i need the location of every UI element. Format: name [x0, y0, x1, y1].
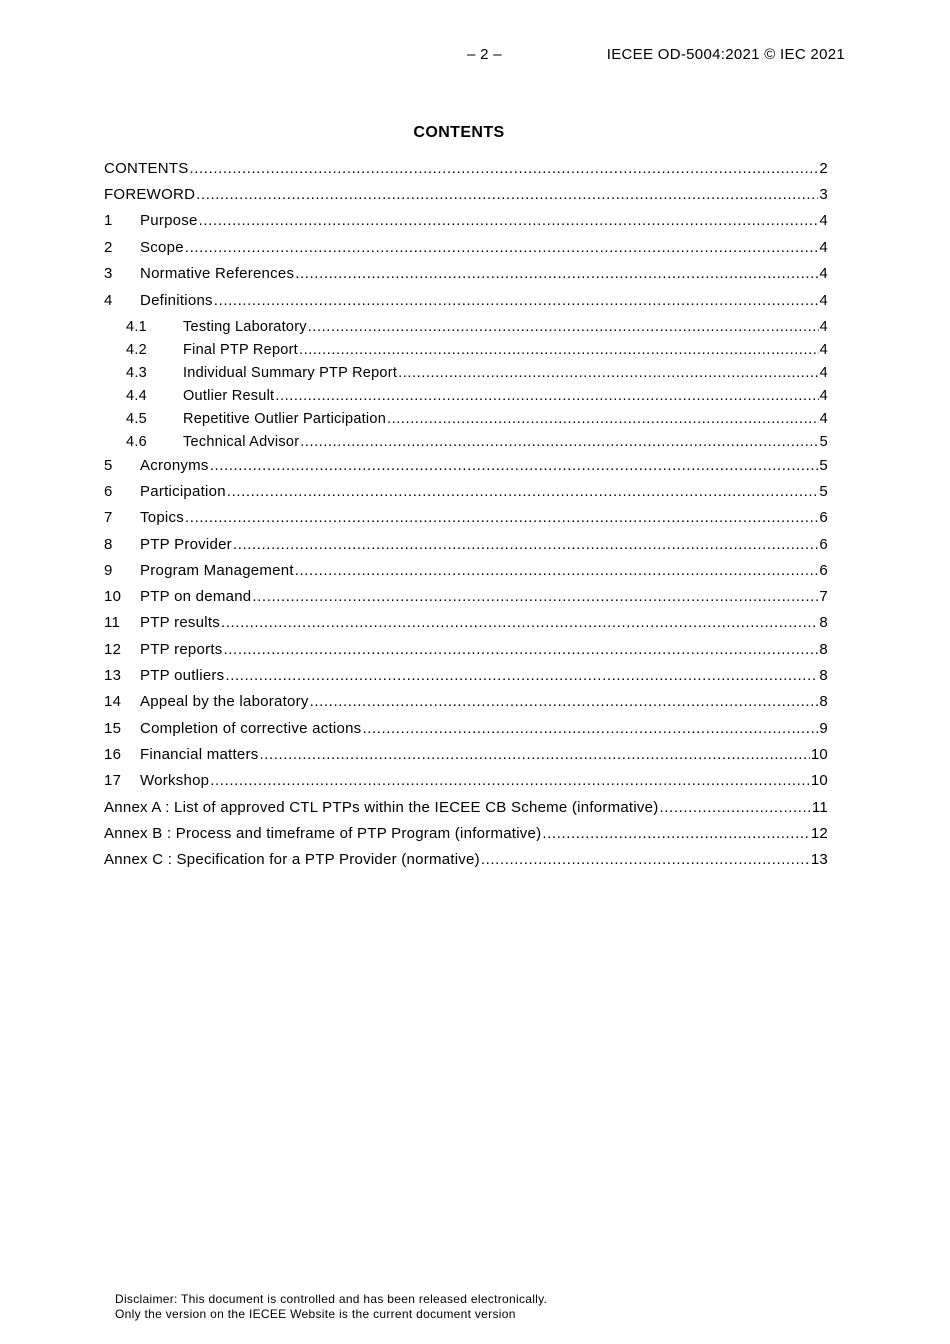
toc-entry-8[interactable] — [104, 536, 828, 554]
document-reference: IECEE OD-5004:2021 © IEC 2021 — [606, 46, 845, 63]
toc-dot-leader — [362, 720, 818, 738]
toc-entry-label: PTP results — [140, 614, 220, 631]
toc-dot-leader — [308, 318, 819, 336]
toc-entry-5[interactable] — [104, 457, 828, 475]
toc-dot-leader — [295, 265, 818, 283]
toc-entry-page: 4 — [819, 411, 828, 427]
toc-entry-label: Workshop — [140, 772, 210, 789]
toc-entry-number: 4.1 — [126, 319, 147, 335]
disclaimer-line-2: Only the version on the IECEE Website is the current document version — [115, 1306, 516, 1321]
toc-entry-label: Topics — [140, 509, 185, 526]
toc-entry-4-2[interactable] — [126, 341, 828, 359]
toc-dot-leader — [210, 772, 810, 790]
toc-entry-page: 5 — [819, 483, 828, 500]
toc-entry-page: 8 — [819, 667, 828, 684]
toc-entry-9[interactable] — [104, 562, 828, 580]
toc-entry-label: Outlier Result — [183, 388, 275, 404]
toc-entry-page: 4 — [819, 239, 828, 256]
toc-entry-number: 11 — [104, 614, 121, 631]
toc-entry-page: 8 — [819, 641, 828, 658]
toc-entry-13[interactable] — [104, 667, 828, 685]
toc-entry-page: 4 — [819, 388, 828, 404]
toc-entry-page: 11 — [811, 799, 828, 816]
toc-entry-number: 13 — [104, 667, 122, 684]
toc-entry-contents[interactable] — [104, 160, 828, 178]
toc-entry-annex-a[interactable] — [104, 799, 828, 817]
toc-entry-label: Annex C : Specification for a PTP Provider (normative) — [104, 851, 480, 868]
toc-entry-label: Financial matters — [140, 746, 259, 763]
toc-dot-leader — [233, 536, 818, 554]
toc-entry-page: 6 — [819, 562, 828, 579]
toc-dot-leader — [481, 851, 810, 869]
toc-dot-leader — [542, 825, 809, 843]
toc-entry-12[interactable] — [104, 641, 828, 659]
toc-entry-page: 5 — [819, 457, 828, 474]
toc-dot-leader — [227, 483, 819, 501]
toc-dot-leader — [259, 746, 809, 764]
toc-dot-leader — [300, 433, 818, 451]
toc-entry-number: 3 — [104, 265, 113, 282]
toc-entry-17[interactable] — [104, 772, 828, 790]
toc-entry-number: 15 — [104, 720, 122, 737]
toc-entry-4-1[interactable] — [126, 318, 828, 336]
toc-dot-leader — [660, 799, 811, 817]
toc-entry-page: 4 — [819, 292, 828, 309]
toc-entry-page: 10 — [810, 772, 828, 789]
toc-entry-annex-c[interactable] — [104, 851, 828, 869]
toc-dot-leader — [224, 641, 819, 659]
toc-dot-leader — [190, 160, 819, 178]
toc-entry-number: 4.4 — [126, 388, 147, 404]
disclaimer — [115, 1292, 547, 1321]
toc-entry-label: PTP outliers — [140, 667, 225, 684]
toc-entry-number: 4.6 — [126, 434, 147, 450]
toc-entry-14[interactable] — [104, 693, 828, 711]
toc-dot-leader — [275, 387, 818, 405]
toc-entry-number: 2 — [104, 239, 113, 256]
toc-entry-label: Annex B : Process and timeframe of PTP Program (informative) — [104, 825, 542, 842]
toc-entry-label: Completion of corrective actions — [140, 720, 362, 737]
toc-entry-page: 3 — [819, 186, 828, 203]
toc-entry-page: 6 — [819, 536, 828, 553]
toc-entry-number: 17 — [104, 772, 122, 789]
toc-entry-label: Individual Summary PTP Report — [183, 365, 398, 381]
toc-entry-number: 5 — [104, 457, 113, 474]
toc-entry-16[interactable] — [104, 746, 828, 764]
toc-entry-label: PTP Provider — [140, 536, 232, 553]
toc-dot-leader — [310, 693, 819, 711]
toc-dot-leader — [196, 186, 818, 204]
toc-entry-number: 1 — [104, 212, 113, 229]
toc-entry-11[interactable] — [104, 614, 828, 632]
toc-entry-page: 5 — [819, 434, 828, 450]
toc-entry-number: 6 — [104, 483, 113, 500]
toc-dot-leader — [210, 457, 819, 475]
toc-entry-page: 4 — [819, 365, 828, 381]
toc-entry-label: Annex A : List of approved CTL PTPs within the IECEE CB Scheme (informative) — [104, 799, 659, 816]
toc-entry-page: 2 — [819, 160, 828, 177]
toc-entry-page: 4 — [819, 212, 828, 229]
toc-entry-number: 4.3 — [126, 365, 147, 381]
toc-entry-label: FOREWORD — [104, 186, 196, 203]
toc-entry-page: 12 — [810, 825, 828, 842]
toc-entry-4-4[interactable] — [126, 387, 828, 405]
toc-entry-label: Appeal by the laboratory — [140, 693, 309, 710]
toc-entry-label: PTP on demand — [140, 588, 252, 605]
toc-entry-annex-b[interactable] — [104, 825, 828, 843]
toc-entry-10[interactable] — [104, 588, 828, 606]
toc-entry-label: Purpose — [140, 212, 198, 229]
toc-entry-number: 9 — [104, 562, 113, 579]
toc-entry-number: 4.2 — [126, 342, 147, 358]
toc-entry-page: 13 — [810, 851, 828, 868]
toc-entry-page: 9 — [819, 720, 828, 737]
toc-dot-leader — [398, 364, 819, 382]
toc-entry-page: 4 — [819, 319, 828, 335]
toc-entry-label: Normative References — [140, 265, 295, 282]
toc-entry-label: CONTENTS — [104, 160, 189, 177]
toc-entry-page: 4 — [819, 342, 828, 358]
toc-title: CONTENTS — [413, 124, 505, 141]
toc-entry-page: 10 — [810, 746, 828, 763]
toc-entry-number: 4.5 — [126, 411, 147, 427]
toc-entry-page: 7 — [819, 588, 828, 605]
toc-dot-leader — [252, 588, 818, 606]
toc-entry-6[interactable] — [104, 483, 828, 501]
toc-dot-leader — [185, 239, 819, 257]
toc-dot-leader — [185, 509, 818, 527]
toc-entry-3[interactable] — [104, 265, 828, 283]
toc-entry-4-5[interactable] — [126, 410, 828, 428]
toc-entry-label: Program Management — [140, 562, 294, 579]
toc-entry-number: 8 — [104, 536, 113, 553]
toc-entry-number: 7 — [104, 509, 113, 526]
toc-entry-4-6[interactable] — [126, 433, 828, 451]
toc-entry-page: 4 — [819, 265, 828, 282]
toc-dot-leader — [199, 212, 819, 230]
toc-entry-label: Definitions — [140, 292, 213, 309]
toc-entry-label: Acronyms — [140, 457, 209, 474]
toc-entry-4[interactable] — [104, 292, 828, 310]
toc-entry-label: Participation — [140, 483, 226, 500]
toc-entry-label: PTP reports — [140, 641, 223, 658]
toc-entry-label: Scope — [140, 239, 184, 256]
toc-entry-label: Testing Laboratory — [183, 319, 307, 335]
toc-dot-leader — [295, 562, 819, 580]
toc-entry-number: 16 — [104, 746, 122, 763]
toc-entry-foreword[interactable] — [104, 186, 828, 204]
toc-entry-7[interactable] — [104, 509, 828, 527]
toc-entry-page: 8 — [819, 614, 828, 631]
toc-entry-label: Final PTP Report — [183, 342, 298, 358]
toc-dot-leader — [225, 667, 818, 685]
toc-entry-page: 8 — [819, 693, 828, 710]
toc-entry-page: 6 — [819, 509, 828, 526]
toc-entry-label: Repetitive Outlier Participation — [183, 411, 387, 427]
page-number: – 2 – — [467, 46, 502, 63]
toc-entry-number: 4 — [104, 292, 113, 309]
toc-entry-4-3[interactable] — [126, 364, 828, 382]
toc-entry-2[interactable] — [104, 239, 828, 257]
toc-dot-leader — [387, 410, 819, 428]
toc-entry-label: Technical Advisor — [183, 434, 300, 450]
toc-dot-leader — [299, 341, 819, 359]
disclaimer-line-1: Disclaimer: This document is controlled and has been released electronically. — [115, 1292, 548, 1306]
toc-entry-number: 14 — [104, 693, 122, 710]
toc-dot-leader — [214, 292, 819, 310]
toc-entry-number: 10 — [104, 588, 122, 605]
toc-entry-number: 12 — [104, 641, 122, 658]
toc-entry-15[interactable] — [104, 720, 828, 738]
toc-entry-1[interactable] — [104, 212, 828, 230]
toc-dot-leader — [221, 614, 818, 632]
